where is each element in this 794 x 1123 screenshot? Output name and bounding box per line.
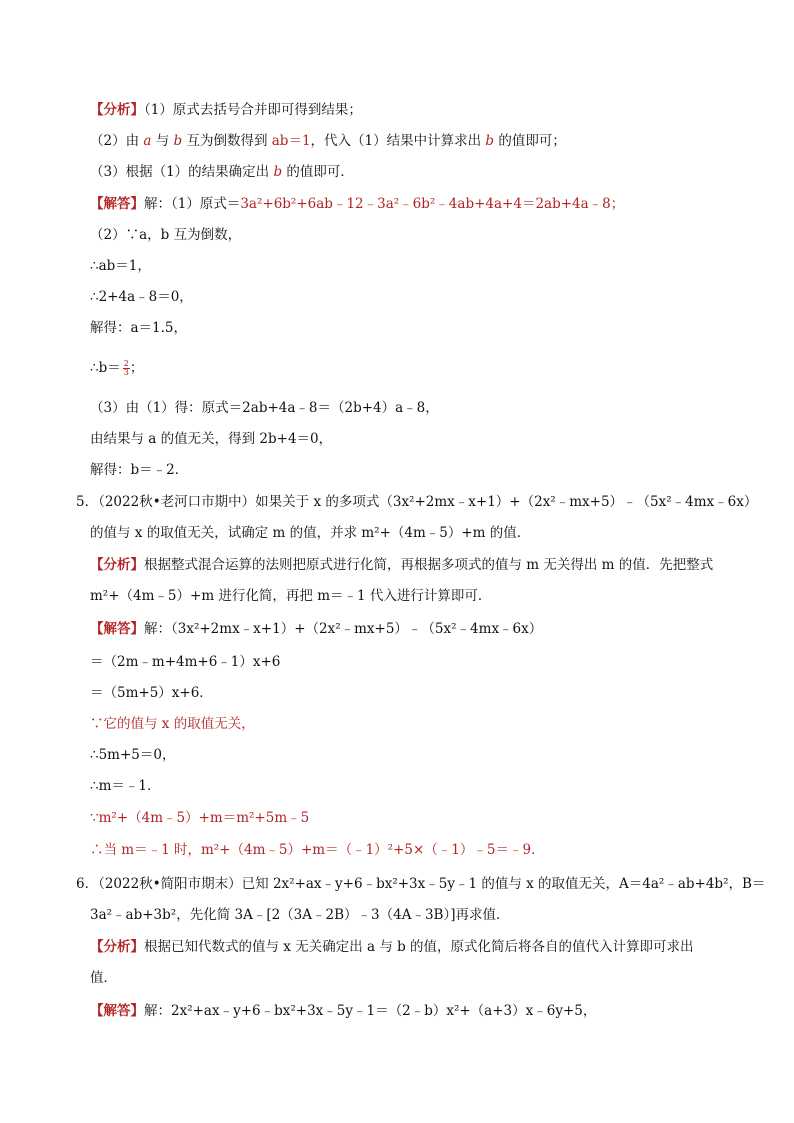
q5-solution-2: ＝（2m﹣m+4m+6﹣1）x+6: [90, 654, 281, 670]
q5-analysis-2: m²+（4m﹣5）+m 进行化简，再把 m＝﹣1 代入进行计算即可．: [90, 588, 492, 604]
solution-line-7: （3）由（1）得：原式＝2ab+4a﹣8＝（2b+4）a﹣8，: [90, 400, 439, 416]
q5-solution-3: ＝（5m+5）x+6．: [90, 685, 213, 701]
q5-solution-5: ∴5m+5＝0，: [90, 747, 176, 763]
q6-solution-1: 【解答】解：2x²+ax﹣y+6﹣bx²+3x﹣5y﹣1＝（2﹣b）x²+（a+3）x﹣6y+5，: [90, 1003, 597, 1019]
analysis-line-2: （2）由 a 与 b 互为倒数得到 ab＝1，代入（1）结果中计算求出 b 的值即可；: [90, 133, 566, 149]
solution-line-6: ∴b＝ $\frac{2}{3}$ ；: [90, 359, 144, 377]
q5-analysis-1: 【分析】根据整式混合运算的法则把原式进行化简，再根据多项式的值与 m 无关得出 m 的值．先把整式: [90, 557, 714, 573]
solution-line-9: 解得：b＝﹣2．: [90, 462, 189, 478]
q6-analysis-1: 【分析】根据已知代数式的值与 x 无关确定出 a 与 b 的值，原式化简后将各自的值代入计算即可求出: [90, 939, 694, 955]
question-6-line-2: 3a²﹣ab+3b²，先化简 3A﹣[2（3A﹣2B）﹣3（4A﹣3B）]再求值．: [90, 907, 510, 923]
question-5-line-1: 5．（2022秋•老河口市期中）如果关于 x 的多项式（3x²+2mx﹣x+1）+（2x²﹣mx+5）﹣（5x²﹣4mx﹣6x）: [76, 494, 758, 510]
analysis-line-1: 【分析】（1）原式去括号合并即可得到结果；: [90, 102, 362, 118]
analysis-line-3: （3）根据（1）的结果确定出 b 的值即可．: [90, 164, 354, 180]
question-5-line-2: 的值与 x 的取值无关，试确定 m 的值，并求 m²+（4m﹣5）+m 的值．: [90, 525, 531, 541]
solution-line-3: ∴ab＝1，: [90, 258, 151, 274]
solution-line-1: 【解答】解：（1）原式＝3a²+6b²+6ab﹣12﹣3a²﹣6b²﹣4ab+4a+4＝2ab+4a﹣8；: [90, 196, 625, 212]
analysis-label: 【分析】: [90, 102, 144, 118]
fraction: $\frac{2}{3}$: [123, 359, 129, 377]
q6-analysis-2: 值．: [90, 970, 117, 986]
question-6-line-1: 6．（2022秋•简阳市期末）已知 2x²+ax﹣y+6﹣bx²+3x﹣5y﹣1 的值与 x 的取值无关，A＝4a²﹣ab+4b²，B＝: [76, 876, 766, 892]
solution-line-5: 解得：a＝1.5，: [90, 320, 188, 336]
q5-solution-7: ∵m²+（4m﹣5）+m＝m²+5m﹣5: [90, 810, 310, 826]
solution-line-2: （2）∵a，b 互为倒数，: [90, 227, 242, 243]
q5-solution-8: ∴当 m＝﹣1 时，m²+（4m﹣5）+m＝（﹣1）²+5×（﹣1）﹣5＝﹣9．: [90, 842, 545, 858]
solution-line-8: 由结果与 a 的值无关，得到 2b+4＝0，: [90, 431, 333, 447]
q5-solution-4: ∵它的值与 x 的取值无关，: [90, 716, 255, 732]
answer-label: 【解答】: [90, 196, 144, 212]
solution-line-4: ∴2+4a﹣8＝0，: [90, 289, 193, 305]
q5-solution-6: ∴m＝﹣1．: [90, 778, 161, 794]
q5-solution-1: 【解答】解：（3x²+2mx﹣x+1）+（2x²﹣mx+5）﹣（5x²﹣4mx﹣6x）: [90, 621, 543, 637]
